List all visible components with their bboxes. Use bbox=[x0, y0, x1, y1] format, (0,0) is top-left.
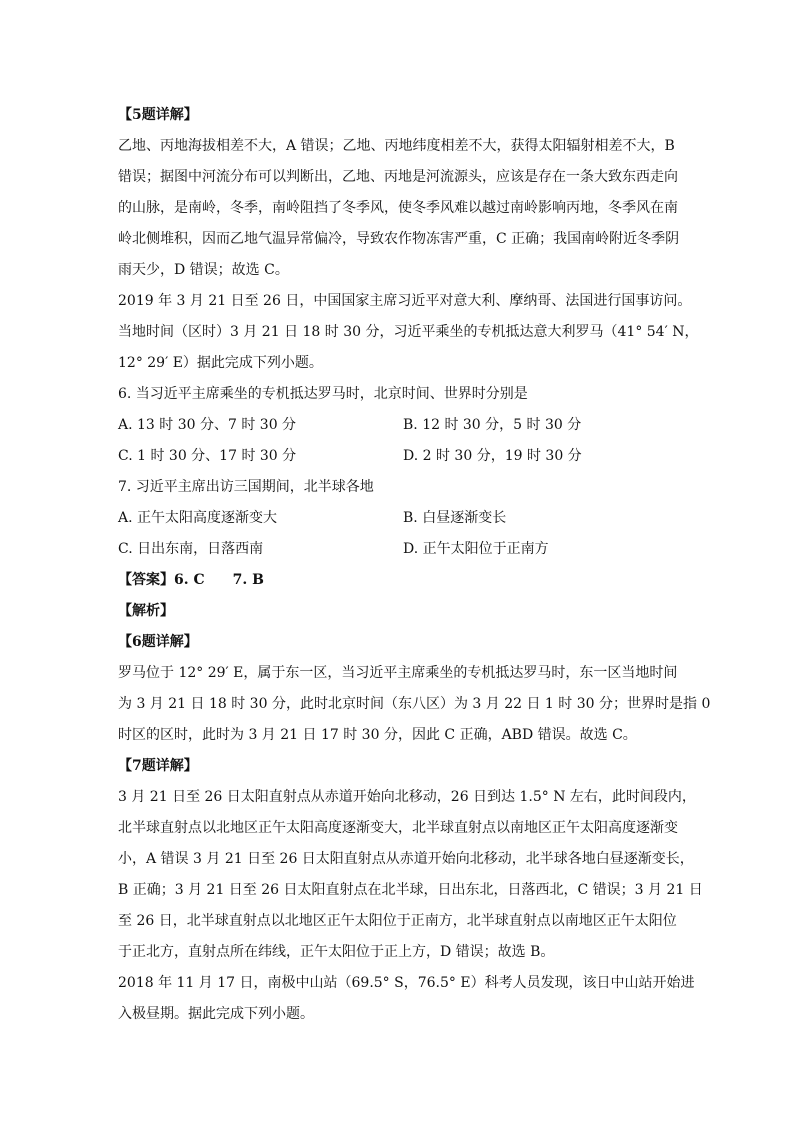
text-line: 时区的区时，此时为 3 月 21 日 17 时 30 分，因此 C 正确，ABD 错误。故选 C。 bbox=[118, 727, 637, 743]
choice-b: B. 白昼逐渐变长 bbox=[403, 510, 507, 526]
answer-line: 【答案】6. C 7. B bbox=[118, 572, 264, 588]
text-line: 入极昼期。据此完成下列小题。 bbox=[118, 1006, 314, 1022]
text-line: 12° 29′ E）据此完成下列小题。 bbox=[118, 355, 323, 371]
choice-a: A. 正午太阳高度逐渐变大 bbox=[118, 510, 278, 526]
question-stem: 6. 当习近平主席乘坐的专机抵达罗马时，北京时间、世界时分别是 bbox=[118, 386, 528, 402]
choice-d: D. 正午太阳位于正南方 bbox=[403, 541, 549, 557]
question-6-7-intro bbox=[118, 286, 699, 379]
choice-c: C. 1 时 30 分、17 时 30 分 bbox=[118, 448, 297, 464]
question-stem: 7. 习近平主席出访三国期间，北半球各地 bbox=[118, 479, 374, 495]
q7-explanation-header: 【7题详解】 bbox=[118, 758, 198, 774]
text-line: 错误；据图中河流分布可以判断出，乙地、丙地是河流源头，应该是存在一条大致东西走向 bbox=[118, 169, 678, 185]
text-line: 雨天少，D 错误；故选 C。 bbox=[118, 262, 289, 278]
text-line: 2018 年 11 月 17 日，南极中山站（69.5° S，76.5° E）科考人员发现，该日中山站开始进 bbox=[118, 975, 695, 991]
q5-explanation-body bbox=[118, 131, 680, 286]
choice-row bbox=[118, 503, 680, 534]
text-line: 为 3 月 21 日 18 时 30 分，此时北京时间（东八区）为 3 月 22 日 1 时 30 分；世界时是指 0 bbox=[118, 696, 711, 712]
q6-explanation-body bbox=[118, 658, 711, 751]
text-line: B 正确；3 月 21 日至 26 日太阳直射点在北半球，日出东北，日落西北，C 错误；3 月 21 日 bbox=[118, 882, 703, 898]
text-line: 的山脉，是南岭，冬季，南岭阻挡了冬季风，使冬季风难以越过南岭影响丙地，冬季风在南 bbox=[118, 200, 678, 216]
text-line: 乙地、丙地海拔相差不大，A 错误；乙地、丙地纬度相差不大，获得太阳辐射相差不大，B bbox=[118, 138, 675, 154]
analysis-header: 【解析】 bbox=[118, 603, 174, 619]
q6-explanation-header: 【6题详解】 bbox=[118, 634, 198, 650]
text-line: 岭北侧堆积，因而乙地气温异常偏冷，导致农作物冻害严重，C 正确；我国南岭附近冬季阴 bbox=[118, 231, 680, 247]
text-line: 于正北方，直射点所在纬线，正午太阳位于正上方，D 错误；故选 B。 bbox=[118, 944, 555, 960]
text-line: 罗马位于 12° 29′ E，属于东一区，当习近平主席乘坐的专机抵达罗马时，东一区当地时间 bbox=[118, 665, 678, 681]
question-7 bbox=[118, 472, 680, 565]
next-question-intro bbox=[118, 968, 695, 1030]
q5-explanation-header: 【5题详解】 bbox=[118, 107, 198, 123]
text-line: 北半球直射点以北地区正午太阳高度逐渐变大，北半球直射点以南地区正午太阳高度逐渐变 bbox=[118, 820, 678, 836]
question-6 bbox=[118, 379, 680, 472]
choice-row bbox=[118, 441, 680, 472]
text-line: 小，A 错误 3 月 21 日至 26 日太阳直射点从赤道开始向北移动，北半球各地白昼逐渐变长， bbox=[118, 851, 694, 867]
q7-explanation-body bbox=[118, 782, 703, 968]
choice-c: C. 日出东南，日落西南 bbox=[118, 541, 264, 557]
choice-row bbox=[118, 534, 680, 565]
text-line: 至 26 日，北半球直射点以北地区正午太阳位于正南方，北半球直射点以南地区正午太阳位 bbox=[118, 913, 677, 929]
choice-d: D. 2 时 30 分，19 时 30 分 bbox=[403, 448, 582, 464]
text-line: 当地时间（区时）3 月 21 日 18 时 30 分，习近平乘坐的专机抵达意大利罗马（41° 54′ N， bbox=[118, 324, 699, 340]
choice-b: B. 12 时 30 分，5 时 30 分 bbox=[403, 417, 582, 433]
choice-row bbox=[118, 410, 680, 441]
document-page bbox=[118, 100, 711, 1030]
text-line: 3 月 21 日至 26 日太阳直射点从赤道开始向北移动，26 日到达 1.5° N 左右，此时间段内， bbox=[118, 789, 696, 805]
choice-a: A. 13 时 30 分、7 时 30 分 bbox=[118, 417, 297, 433]
text-line: 2019 年 3 月 21 日至 26 日，中国国家主席习近平对意大利、摩纳哥、法国进行国事访问。 bbox=[118, 293, 692, 309]
